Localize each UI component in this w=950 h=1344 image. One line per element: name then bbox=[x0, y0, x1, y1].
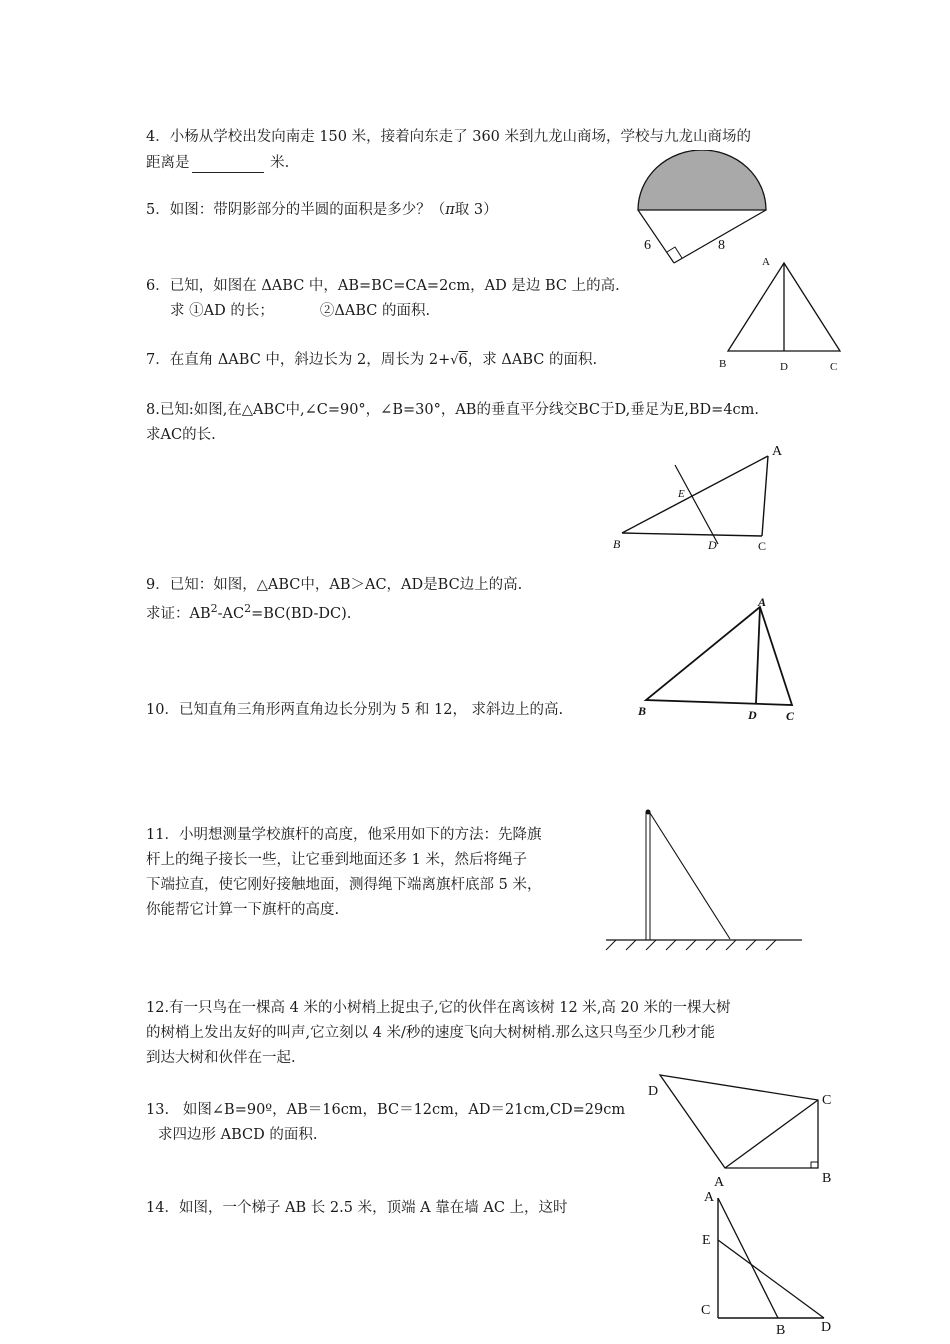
flagpole-figure bbox=[602, 805, 807, 955]
obtuse-triangle-figure bbox=[632, 593, 812, 723]
problem-11-line2: 杆上的绳子接长一些，让它垂到地面还多 1 米，然后将绳子 bbox=[146, 852, 527, 868]
problem-14-text: 14．如图，一个梯子 AB 长 2.5 米，顶端 A 靠在墙 AC 上，这时 bbox=[146, 1200, 568, 1216]
shaded-semicircle bbox=[638, 150, 766, 210]
problem-10-text: 10．已知直角三角形两直角边长分别为 5 和 12， 求斜边上的高. bbox=[146, 702, 564, 718]
problem-4-text: 距离是 bbox=[146, 155, 190, 171]
label-D: D bbox=[780, 361, 788, 373]
perpendicular-bisector bbox=[675, 465, 718, 544]
problem-11-line3: 下端拉直，使它刚好接触地面，测得绳下端离旗杆底部 5 米， bbox=[146, 877, 542, 893]
side-ab bbox=[622, 456, 768, 533]
problem-12-line2: 的树梢上发出友好的叫声,它立刻以 4 米/秒的速度飞向大树树梢.那么这只鸟至少几秒才能 bbox=[146, 1025, 716, 1041]
problem-9-text-b: -AC bbox=[217, 606, 245, 622]
problem-12-line3: 到达大树和伙伴在一起. bbox=[146, 1050, 296, 1066]
label-B: B bbox=[638, 704, 647, 718]
label-C: C bbox=[822, 1093, 832, 1108]
exponent-1: 2 bbox=[210, 602, 218, 615]
problem-11-line1: 11．小明想测量学校旗杆的高度，他采用如下的方法：先降旗 bbox=[146, 827, 542, 843]
problem-13-line1: 13. 如图∠B=90º，AB＝16cm，BC＝12cm，AD＝21cm,CD=29cm bbox=[146, 1102, 626, 1118]
problem-12-line1: 12.有一只鸟在一棵高 4 米的小树梢上捉虫子,它的伙伴在离该树 12 米,高 20 米的一棵大树 bbox=[146, 1000, 731, 1016]
right-angle-mark bbox=[811, 1162, 818, 1168]
ladder-figure bbox=[696, 1183, 836, 1341]
ladder-ed bbox=[718, 1240, 824, 1318]
problem-6-line2: 求 ①AD 的长； ②ΔABC 的面积. bbox=[170, 303, 431, 319]
ground-hatching bbox=[606, 940, 776, 950]
problem-5-question-end: 取 3） bbox=[454, 202, 498, 218]
problem-7-text-a: 7．在直角 ΔABC 中，斜边长为 2，周长为 2+ bbox=[146, 352, 451, 368]
altitude-ad bbox=[756, 607, 760, 703]
label-6: 6 bbox=[644, 238, 651, 253]
rope bbox=[650, 813, 730, 939]
right-triangle-bisector-figure bbox=[612, 438, 792, 558]
label-D: D bbox=[648, 1084, 659, 1099]
problem-8-line2: 求AC的长. bbox=[146, 427, 216, 443]
label-A: A bbox=[704, 1190, 715, 1205]
problem-7-text: 7．在直角 ΔABC 中，斜边长为 2，周长为 2+√6，求 ΔABC 的面积. bbox=[146, 352, 598, 368]
label-B: B bbox=[822, 1171, 832, 1186]
problem-4-line1: 4．小杨从学校出发向南走 150 米，接着向东走了 360 米到九龙山商场，学校与九龙山商场的 bbox=[146, 129, 752, 145]
label-D: D bbox=[821, 1320, 832, 1335]
problem-9-text-c: =BC(BD-DC). bbox=[251, 606, 352, 622]
side-ac bbox=[762, 456, 768, 536]
ladder-ab bbox=[718, 1198, 778, 1318]
problem-5-question: 5．如图：带阴影部分的半圆的面积是多少？（ bbox=[146, 202, 446, 218]
label-E: E bbox=[678, 488, 685, 500]
problem-4-line2 bbox=[146, 153, 289, 173]
label-C: C bbox=[758, 539, 767, 553]
exponent-2: 2 bbox=[244, 602, 252, 615]
pi-symbol: π bbox=[445, 202, 455, 218]
problem-9-text-a: 求证：AB bbox=[146, 606, 211, 622]
problem-5-text bbox=[146, 200, 498, 220]
problem-11-line4: 你能帮它计算一下旗杆的高度. bbox=[146, 902, 340, 918]
problem-9-line1: 9．已知：如图，△ABC中，AB＞AC，AD是BC边上的高. bbox=[146, 577, 523, 593]
label-C: C bbox=[830, 361, 838, 373]
problem-9-line2 bbox=[146, 604, 351, 624]
label-A: A bbox=[762, 256, 770, 268]
label-B: B bbox=[776, 1323, 786, 1338]
label-B: B bbox=[719, 358, 727, 370]
label-C: C bbox=[701, 1303, 711, 1318]
problem-7-text-b: ，求 ΔABC 的面积. bbox=[467, 352, 598, 368]
label-A: A bbox=[772, 444, 783, 459]
quadrilateral-abcd bbox=[660, 1075, 818, 1168]
label-D: D bbox=[708, 538, 717, 552]
sqrt-value: 6 bbox=[458, 352, 468, 368]
problem-8-line1: 8.已知:如图,在△ABC中,∠C=90°，∠B=30°，AB的垂直平分线交BC于D,垂足为E,BD=4cm. bbox=[146, 402, 760, 418]
leg-6 bbox=[638, 210, 674, 263]
answer-blank[interactable] bbox=[192, 158, 264, 173]
equilateral-triangle-figure bbox=[712, 248, 852, 376]
label-D: D bbox=[748, 708, 757, 722]
label-E: E bbox=[702, 1233, 711, 1248]
side-bc bbox=[622, 533, 762, 536]
problem-6-line1: 6．已知，如图在 ΔABC 中，AB=BC=CA=2cm，AD 是边 BC 上的高. bbox=[146, 278, 620, 294]
label-B: B bbox=[613, 537, 621, 551]
problem-4-unit: 米. bbox=[270, 155, 290, 171]
quadrilateral-figure bbox=[640, 1070, 840, 1190]
diagonal-ac bbox=[725, 1100, 818, 1168]
label-C: C bbox=[786, 709, 795, 723]
problem-13-line2: 求四边形 ABCD 的面积. bbox=[158, 1127, 318, 1143]
label-A: A bbox=[714, 1175, 725, 1190]
triangle-abc bbox=[646, 607, 792, 705]
label-8: 8 bbox=[718, 238, 725, 253]
label-A: A bbox=[758, 595, 767, 609]
